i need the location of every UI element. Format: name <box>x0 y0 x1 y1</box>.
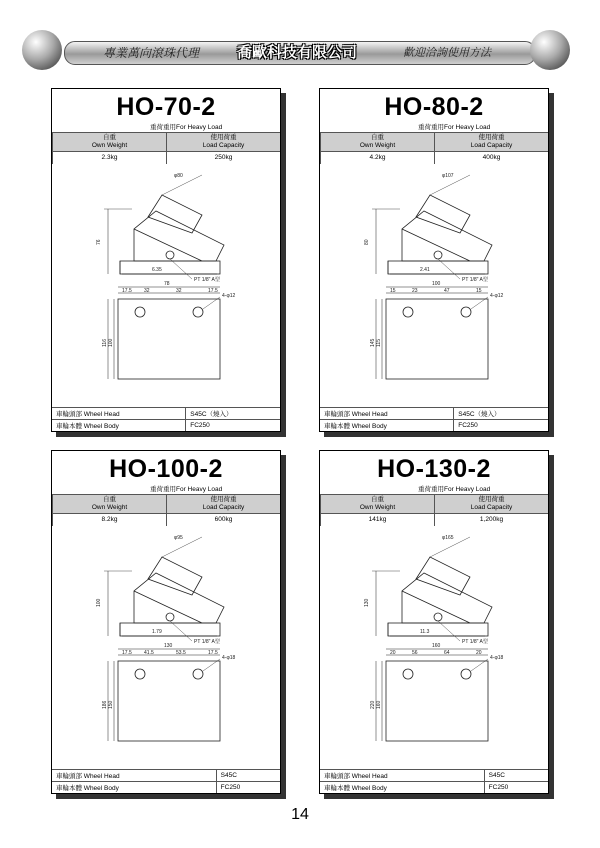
dim-length-2: 115 <box>376 339 382 347</box>
dim-holes: 4-φ12 <box>222 293 236 299</box>
dim-width: 160 <box>432 643 441 649</box>
dim-spacing-3: 32 <box>176 288 182 294</box>
model-title: HO-130-2 <box>377 455 491 483</box>
dim-length-2: 160 <box>376 700 382 709</box>
dim-base: 2.41 <box>420 267 430 273</box>
load-header: 使用荷重 Load Capacity <box>434 132 548 151</box>
material-table <box>52 407 280 431</box>
wheel-body-label: 車輪本體 Wheel Body <box>52 420 186 432</box>
technical-drawing <box>320 531 548 753</box>
model-title: HO-100-2 <box>109 455 223 483</box>
dim-width: 130 <box>164 643 173 649</box>
wheel-body-material: FC250 <box>216 782 280 794</box>
subtitle: 重荷重用For Heavy Load <box>418 486 491 493</box>
wheel-body-material: FC250 <box>454 420 548 432</box>
wheel-head-label: 車輪頭部 Wheel Head <box>320 770 484 782</box>
spec-table <box>320 132 548 164</box>
company-name: 喬歐科技有限公司 <box>237 44 358 61</box>
spec-table <box>52 132 280 164</box>
wheel-body-label: 車輪本體 Wheel Body <box>320 420 454 432</box>
load-value: 600kg <box>166 513 280 526</box>
subtitle: 重荷重用For Heavy Load <box>150 124 223 131</box>
dim-height: 130 <box>364 598 370 607</box>
dim-spacing-4: 17.5 <box>208 288 218 294</box>
dim-spacing-1: 17.5 <box>122 288 132 294</box>
dim-length-1: 145 <box>370 338 376 347</box>
dim-base: 11.3 <box>420 629 430 635</box>
load-header: 使用荷重 Load Capacity <box>166 132 280 151</box>
dim-width: 78 <box>164 281 170 287</box>
model-title: HO-80-2 <box>384 93 484 121</box>
wheel-body-material: FC250 <box>484 782 548 794</box>
product-card <box>51 88 281 432</box>
weight-header: 自重 Own Weight <box>320 132 434 151</box>
dim-spacing-2: 41.5 <box>144 650 154 656</box>
subtitle: 重荷重用For Heavy Load <box>150 486 223 493</box>
dim-base: 1.79 <box>152 629 162 635</box>
dim-spacing-2: 23 <box>412 288 418 294</box>
dim-length-1: 116 <box>102 339 108 347</box>
material-table <box>52 769 280 793</box>
dim-base: 6.35 <box>152 267 162 273</box>
subtitle: 重荷重用For Heavy Load <box>418 124 491 131</box>
dim-length-2: 150 <box>108 700 114 709</box>
dim-diameter: φ80 <box>174 173 183 179</box>
dim-length-1: 220 <box>370 700 376 709</box>
dim-height: 76 <box>96 239 102 245</box>
spec-table <box>320 494 548 526</box>
dim-spacing-2: 56 <box>412 650 418 656</box>
weight-header: 自重 Own Weight <box>320 494 434 513</box>
banner-right-text: 歡迎洽詢使用方法 <box>403 47 491 59</box>
product-card <box>51 450 281 794</box>
wheel-head-material: S45C <box>484 770 548 782</box>
material-table <box>320 769 548 793</box>
banner-left-text: 專業萬向滾珠代理 <box>103 46 200 60</box>
dim-spacing-1: 20 <box>390 650 396 656</box>
dim-spacing-2: 32 <box>144 288 150 294</box>
load-value: 1,200kg <box>434 513 548 526</box>
load-value: 400kg <box>434 151 548 164</box>
banner-bar <box>64 41 536 65</box>
dim-diameter: φ95 <box>174 535 183 541</box>
wheel-head-label: 車輪頭部 Wheel Head <box>52 408 186 420</box>
load-header: 使用荷重 Load Capacity <box>166 494 280 513</box>
weight-value: 2.3kg <box>52 151 166 164</box>
weight-header: 自重 Own Weight <box>52 494 166 513</box>
dim-spacing-1: 17.5 <box>122 650 132 656</box>
material-table <box>320 407 548 431</box>
dim-spacing-4: 20 <box>476 650 482 656</box>
page-number: 14 <box>291 806 309 823</box>
dim-length-1: 186 <box>102 700 108 709</box>
dim-spacing-4: 17.5 <box>208 650 218 656</box>
model-title: HO-70-2 <box>116 93 216 121</box>
weight-value: 8.2kg <box>52 513 166 526</box>
product-card <box>319 88 549 432</box>
technical-drawing <box>52 531 280 753</box>
load-header: 使用荷重 Load Capacity <box>434 494 548 513</box>
thread-label: PT 1/8" A型 <box>462 277 488 283</box>
dim-height: 80 <box>364 239 370 245</box>
dim-width: 100 <box>432 281 441 287</box>
dim-spacing-1: 15 <box>390 288 396 294</box>
thread-label: PT 1/8" A型 <box>462 639 488 645</box>
wheel-head-label: 車輪頭部 Wheel Head <box>52 770 216 782</box>
dim-spacing-3: 64 <box>444 650 450 656</box>
dim-diameter: φ165 <box>442 535 454 541</box>
product-card <box>319 450 549 794</box>
technical-drawing <box>320 169 548 391</box>
wheel-head-material: S45C <box>216 770 280 782</box>
dim-holes: 4-φ18 <box>490 655 504 661</box>
weight-value: 141kg <box>320 513 434 526</box>
thread-label: PT 1/8" A型 <box>194 277 220 283</box>
wheel-head-material: S45C（燒入） <box>454 408 548 420</box>
wheel-head-label: 車輪頭部 Wheel Head <box>320 408 454 420</box>
chrome-ball-right <box>530 30 570 70</box>
dim-height: 100 <box>96 598 102 607</box>
dim-spacing-4: 15 <box>476 288 482 294</box>
wheel-body-label: 車輪本體 Wheel Body <box>320 782 484 794</box>
dim-length-2: 100 <box>108 338 114 347</box>
wheel-body-material: FC250 <box>186 420 280 432</box>
wheel-body-label: 車輪本體 Wheel Body <box>52 782 216 794</box>
chrome-ball-left <box>22 30 62 70</box>
load-value: 250kg <box>166 151 280 164</box>
dim-holes: 4-φ18 <box>222 655 236 661</box>
wheel-head-material: S45C（燒入） <box>186 408 280 420</box>
dim-spacing-3: 47 <box>444 288 450 294</box>
weight-header: 自重 Own Weight <box>52 132 166 151</box>
thread-label: PT 1/8" A型 <box>194 639 220 645</box>
header-banner <box>22 30 570 78</box>
spec-table <box>52 494 280 526</box>
weight-value: 4.2kg <box>320 151 434 164</box>
dim-diameter: φ107 <box>442 173 454 179</box>
dim-spacing-3: 53.5 <box>176 650 186 656</box>
technical-drawing <box>52 169 280 391</box>
dim-holes: 4-φ12 <box>490 293 504 299</box>
